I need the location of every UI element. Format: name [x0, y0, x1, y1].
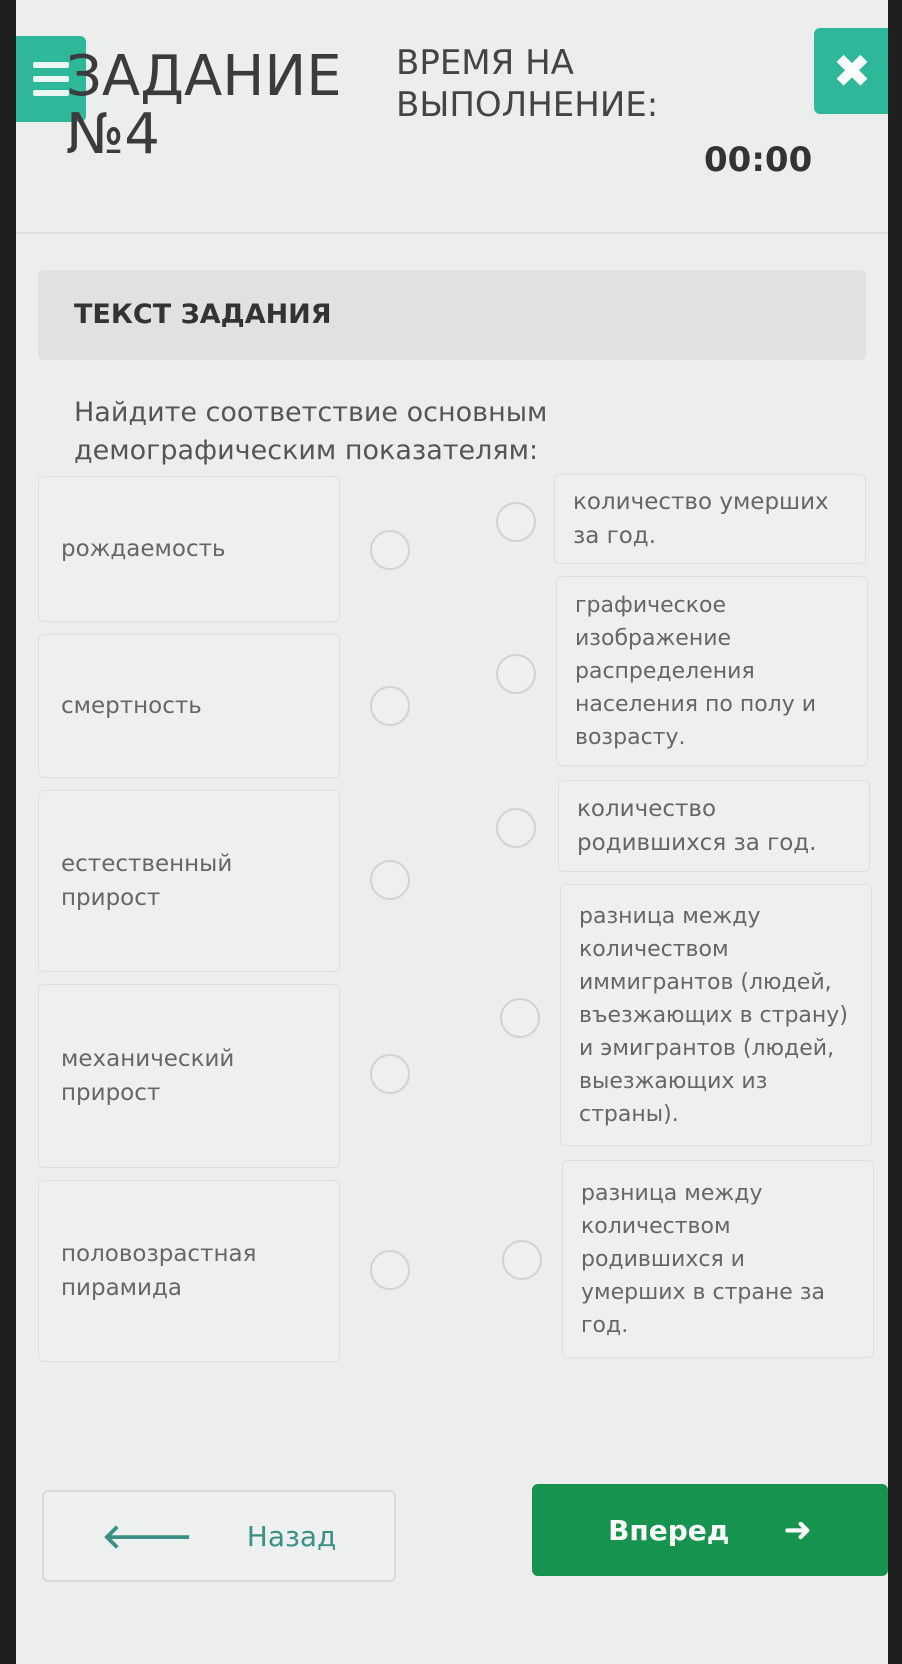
- back-button-label: Назад: [246, 1519, 337, 1553]
- left-radio-1[interactable]: [370, 530, 410, 570]
- header-divider: [16, 232, 888, 234]
- right-item-deaths[interactable]: [554, 474, 866, 564]
- task-title-line1: ЗАДАНИЕ: [66, 44, 342, 109]
- left-radio-3[interactable]: [370, 860, 410, 900]
- screen: [16, 0, 888, 1664]
- right-radio-1[interactable]: [496, 502, 536, 542]
- time-label: ВРЕМЯ НА ВЫПОЛНЕНИЕ:: [396, 43, 659, 125]
- right-item-pyramid-definition[interactable]: [556, 576, 868, 766]
- right-item-label: разница между количеством иммигрантов (людей, въезжающих в страну) и эмигрантов (людей, выезжающих из страны).: [579, 903, 848, 1127]
- next-button-label: Вперед: [608, 1513, 730, 1547]
- arrow-left-icon: 🡐: [101, 1516, 193, 1557]
- right-item-migration-balance[interactable]: [560, 884, 872, 1146]
- back-button[interactable]: [42, 1490, 396, 1582]
- left-item-label: половозрастная пирамида: [61, 1241, 257, 1301]
- left-item-natural-increase[interactable]: [38, 790, 340, 972]
- left-item-label: механический прирост: [61, 1046, 235, 1106]
- right-item-label: разница между количеством родившихся и умерших в стране за год.: [581, 1180, 825, 1338]
- left-item-age-sex-pyramid[interactable]: [38, 1180, 340, 1362]
- left-item-label: естественный прирост: [61, 851, 233, 911]
- left-item-label: рождаемость: [61, 536, 226, 562]
- right-item-label: количество умерших за год.: [573, 489, 829, 549]
- right-item-natural-balance[interactable]: [562, 1160, 874, 1358]
- arrow-right-icon: ➜: [783, 1510, 812, 1550]
- right-radio-3[interactable]: [496, 808, 536, 848]
- close-icon: ✖: [832, 44, 872, 98]
- left-radio-4[interactable]: [370, 1054, 410, 1094]
- right-radio-4[interactable]: [500, 998, 540, 1038]
- section-header: ТЕКСТ ЗАДАНИЯ: [38, 270, 866, 360]
- left-item-mechanical-increase[interactable]: [38, 984, 340, 1168]
- right-item-births[interactable]: [558, 780, 870, 872]
- left-radio-5[interactable]: [370, 1250, 410, 1290]
- timer-value: 00:00: [704, 140, 813, 180]
- right-item-label: графическое изображение распределения населения по полу и возрасту.: [575, 592, 817, 750]
- left-item-label: смертность: [61, 693, 202, 719]
- left-item-mortality[interactable]: [38, 634, 340, 778]
- task-title: [66, 44, 342, 167]
- right-radio-5[interactable]: [502, 1240, 542, 1280]
- right-radio-2[interactable]: [496, 654, 536, 694]
- hamburger-icon: [33, 62, 69, 68]
- close-button[interactable]: [814, 28, 888, 114]
- next-button[interactable]: [532, 1484, 888, 1576]
- right-item-label: количество родившихся за год.: [577, 796, 817, 856]
- task-prompt: Найдите соответствие основным демографическим показателям:: [74, 397, 548, 466]
- left-item-birth-rate[interactable]: [38, 476, 340, 622]
- task-number: №4: [66, 102, 160, 167]
- left-radio-2[interactable]: [370, 686, 410, 726]
